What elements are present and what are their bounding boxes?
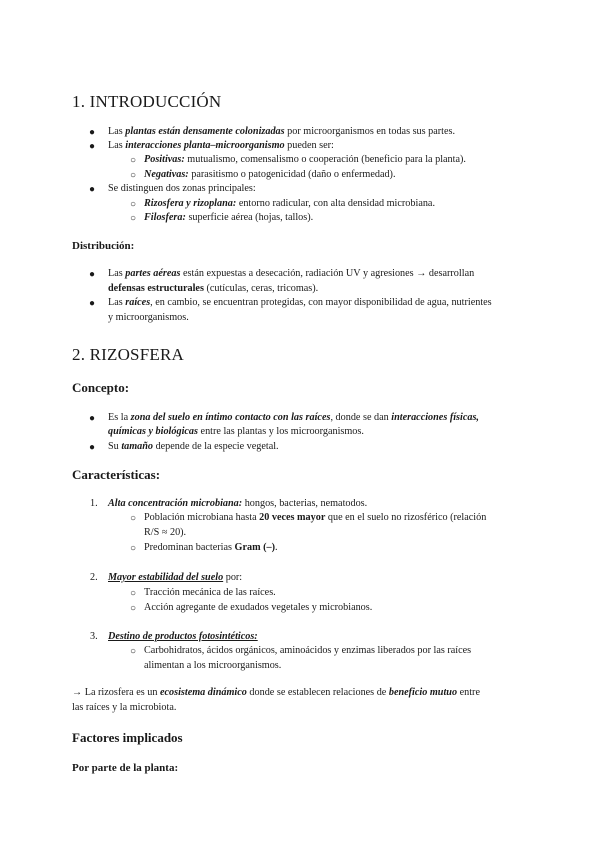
bullet-icon: ●	[89, 127, 96, 138]
list-number: 3.	[90, 631, 98, 642]
list-item: Acción agregante de exudados vegetales y microbianos.	[144, 602, 373, 613]
sub-bullet-icon: ○	[130, 588, 137, 599]
section-title-rizosfera: 2. RIZOSFERA	[72, 345, 184, 364]
list-item: Alta concentración microbiana: hongos, bacterias, nematodos.	[108, 498, 368, 509]
sub-bullet-icon: ○	[130, 543, 137, 554]
sub-bullet-icon: ○	[130, 513, 137, 524]
list-item-continuation: defensas estructurales (cutículas, ceras, tricomas).	[108, 283, 319, 294]
sub-bullet-icon: ○	[130, 199, 137, 210]
sub-bullet-icon: ○	[130, 170, 137, 181]
list-item-continuation: R/S ≈ 20).	[144, 527, 187, 538]
list-item-continuation: químicas y biológicas entre las plantas y los microorganismos.	[108, 426, 364, 437]
sub-bullet-icon: ○	[130, 155, 137, 166]
subheading-concepto: Concepto:	[72, 380, 130, 395]
section-title-introduccion: 1. INTRODUCCIÓN	[72, 92, 222, 111]
list-item: Las raíces, en cambio, se encuentran protegidas, con mayor disponibilidad de agua, nutrientes	[108, 297, 492, 308]
summary-line: → La rizosfera es un ecosistema dinámico donde se establecen relaciones de beneficio mutuo entre	[72, 687, 480, 698]
sub-bullet-icon: ○	[130, 213, 137, 224]
list-item: Filosfera: superficie aérea (hojas, tallos).	[144, 212, 314, 223]
list-item: Población microbiana hasta 20 veces mayor que en el suelo no rizosférico (relación	[144, 512, 487, 523]
bullet-icon: ●	[89, 442, 96, 453]
list-item: Positivas: mutualismo, comensalismo o cooperación (beneficio para la planta).	[144, 154, 466, 165]
list-item: Rizosfera y rizoplana: entorno radicular, con alta densidad microbiana.	[144, 198, 436, 209]
sub-bullet-icon: ○	[130, 603, 137, 614]
sub-bullet-icon: ○	[130, 646, 137, 657]
subheading-planta: Por parte de la planta:	[72, 762, 179, 774]
list-item-continuation: y microorganismos.	[108, 312, 189, 323]
list-item: Las plantas están densamente colonizadas por microorganismos en todas sus partes.	[108, 126, 456, 137]
list-item: Las partes aéreas están expuestas a desecación, radiación UV y agresiones → desarrollan	[108, 268, 475, 279]
list-item: Su tamaño depende de la especie vegetal.	[108, 441, 279, 452]
list-item: Destino de productos fotosintéticos:	[108, 631, 258, 642]
subheading-distribucion: Distribución:	[72, 240, 135, 252]
list-item: Las interacciones planta–microorganismo pueden ser:	[108, 140, 334, 151]
list-item: Es la zona del suelo en íntimo contacto con las raíces, donde se dan interacciones físicas,	[108, 412, 479, 423]
bullet-icon: ●	[89, 141, 96, 152]
bullet-icon: ●	[89, 184, 96, 195]
subheading-caracteristicas: Características:	[72, 467, 161, 482]
list-item: Negativas: parasitismo o patogenicidad (daño o enfermedad).	[144, 169, 396, 180]
list-item: Predominan bacterias Gram (–).	[144, 542, 278, 553]
subheading-factores: Factores implicados	[72, 730, 183, 745]
list-item: Se distinguen dos zonas principales:	[108, 183, 256, 194]
bullet-icon: ●	[89, 413, 96, 424]
list-item-continuation: alimentan a los microorganismos.	[144, 660, 282, 671]
summary-line-continuation: las raíces y la microbiota.	[72, 702, 177, 713]
list-item: Mayor estabilidad del suelo por:	[108, 572, 243, 583]
list-item: Tracción mecánica de las raíces.	[144, 587, 276, 598]
list-item: Carbohidratos, ácidos orgánicos, aminoácidos y enzimas liberados por las raíces	[144, 645, 472, 656]
bullet-icon: ●	[89, 298, 96, 309]
list-number: 1.	[90, 498, 98, 509]
list-number: 2.	[90, 572, 98, 583]
bullet-icon: ●	[89, 269, 96, 280]
